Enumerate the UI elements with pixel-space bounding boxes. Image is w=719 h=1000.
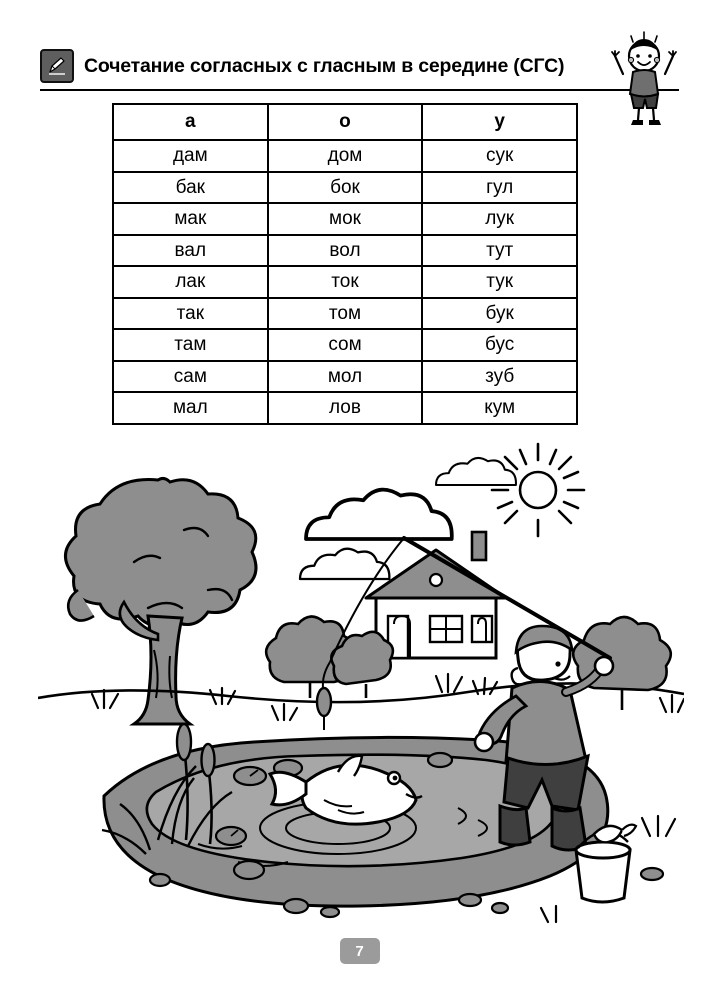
word-cell: ток [268, 266, 423, 298]
table-row [113, 329, 577, 361]
word-cell: там [113, 329, 268, 361]
word-cell: вал [113, 235, 268, 267]
word-cell: сом [268, 329, 423, 361]
column-header-o: о [268, 104, 423, 140]
word-cell: мак [113, 203, 268, 235]
table-row [113, 203, 577, 235]
tree [65, 478, 256, 724]
cloud [436, 458, 516, 485]
table-header-row [113, 104, 577, 140]
house [366, 532, 506, 658]
table-row [113, 172, 577, 204]
word-cell: вол [268, 235, 423, 267]
lily-pad [216, 827, 246, 845]
word-cell: гул [422, 172, 577, 204]
word-cell: бок [268, 172, 423, 204]
word-cell: мол [268, 361, 423, 393]
table-row [113, 392, 577, 424]
word-cell: лак [113, 266, 268, 298]
word-cell: так [113, 298, 268, 330]
syllable-word-table [112, 103, 578, 425]
page-title: Сочетание согласных с гласным в середине (СГС) [84, 54, 565, 77]
pencil-writing-icon [40, 49, 74, 83]
cheering-boy-mascot [603, 30, 689, 130]
word-cell: лук [422, 203, 577, 235]
cloud [306, 490, 452, 539]
word-cell: сук [422, 140, 577, 172]
boy-fishing-at-pond-illustration [38, 420, 684, 930]
table-row [113, 266, 577, 298]
table-row [113, 361, 577, 393]
header-divider [40, 89, 679, 91]
word-cell: бук [422, 298, 577, 330]
page-number-badge: 7 [340, 938, 380, 964]
word-cell: том [268, 298, 423, 330]
column-header-u: у [422, 104, 577, 140]
table-row [113, 235, 577, 267]
table-row [113, 140, 577, 172]
word-cell: зуб [422, 361, 577, 393]
lily-pad [234, 767, 266, 785]
word-cell: дам [113, 140, 268, 172]
word-cell: дом [268, 140, 423, 172]
sun-icon [492, 444, 584, 536]
word-cell: мок [268, 203, 423, 235]
header [40, 46, 679, 86]
word-cell: бак [113, 172, 268, 204]
word-cell: сам [113, 361, 268, 393]
word-cell: мал [113, 392, 268, 424]
word-cell: бус [422, 329, 577, 361]
word-cell: кум [422, 392, 577, 424]
bush [573, 617, 671, 710]
lily-pad [234, 861, 264, 879]
word-cell: лов [268, 392, 423, 424]
word-cell: тут [422, 235, 577, 267]
lily-pad [428, 753, 452, 767]
word-cell: тук [422, 266, 577, 298]
table-row [113, 298, 577, 330]
column-header-a: а [113, 104, 268, 140]
